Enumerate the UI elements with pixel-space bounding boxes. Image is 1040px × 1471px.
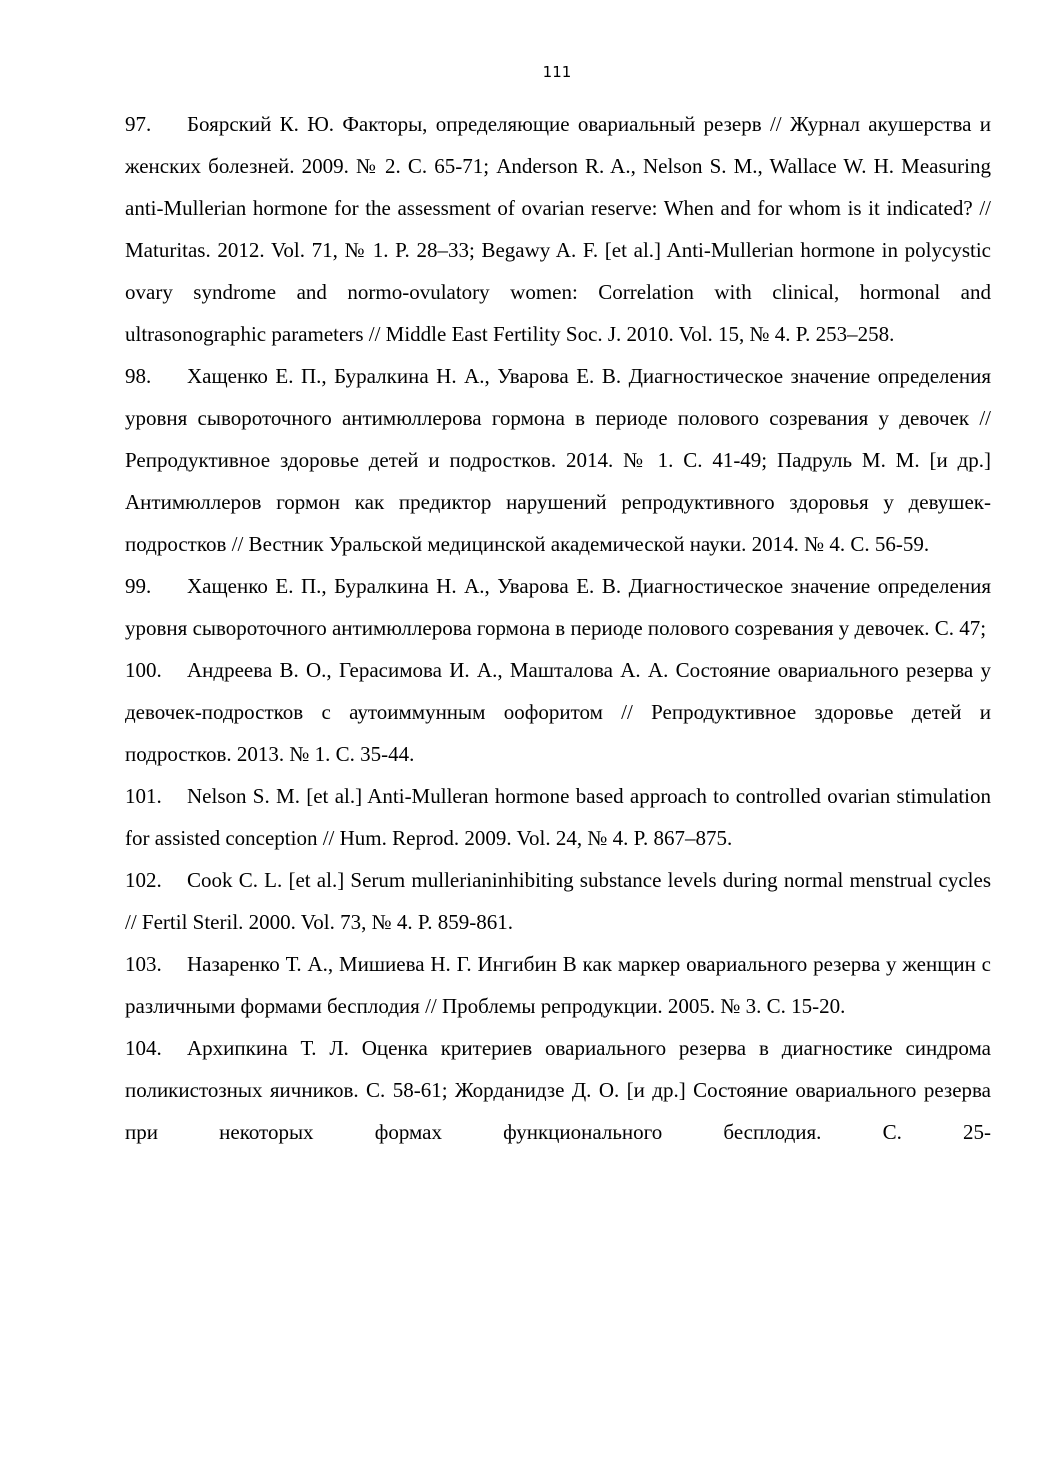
- reference-number: 99.: [125, 574, 152, 598]
- reference-item-103: [125, 943, 991, 1027]
- reference-text: Боярский К. Ю. Факторы, определяющие овариальный резерв // Журнал акушерства и женских болезней. 2009. № 2. С. 65-71; Anderson R. A., Nelson S. M., Wallace W. H. Measuring anti-Mullerian hormone for the assessment of ovarian reserve: When and for whom is it indicated? // Maturitas. 2012. Vol. 71, № 1. P. 28–33; Begawy A. F. [et al.] Anti-Mullerian hormone in polycystic ovary syndrome and normo-ovulatory women: Correlation with clinical, hormonal and ultrasonographic parameters // Middle East Fertility Soc. J. 2010. Vol. 15, № 4. P. 253–258.: [125, 112, 991, 346]
- reference-text: Cook C. L. [et al.] Serum mullerianinhibiting substance levels during normal menstrual cycles // Fertil Steril. 2000. Vol. 73, № 4. P. 859-861.: [125, 868, 991, 934]
- reference-number: 101.: [125, 784, 162, 808]
- reference-number: 100.: [125, 658, 162, 682]
- reference-item-98: [125, 355, 991, 565]
- reference-item-101: [125, 775, 991, 859]
- reference-text: Андреева В. О., Герасимова И. А., Машталова А. А. Состояние овариального резерва у девочек-подростков с аутоиммунным оофоритом // Репродуктивное здоровье детей и подростков. 2013. № 1. С. 35-44.: [125, 658, 991, 766]
- reference-list: [125, 103, 991, 1153]
- page-number: 111: [542, 63, 572, 81]
- reference-item-102: [125, 859, 991, 943]
- reference-item-100: [125, 649, 991, 775]
- reference-number: 102.: [125, 868, 162, 892]
- reference-item-99: [125, 565, 991, 649]
- reference-text: Назаренко Т. А., Мишиева Н. Г. Ингибин В как маркер овариального резерва у женщин с различными формами бесплодия // Проблемы репродукции. 2005. № 3. С. 15-20.: [125, 952, 991, 1018]
- reference-number: 98.: [125, 364, 152, 388]
- reference-text: Хащенко Е. П., Буралкина Н. А., Уварова Е. В. Диагностическое значение определения уровня сывороточного антимюллерова гормона в периоде полового созревания у девочек. С. 47;: [125, 574, 991, 640]
- reference-number: 104.: [125, 1036, 162, 1060]
- reference-number: 97.: [125, 112, 152, 136]
- reference-text: Nelson S. M. [et al.] Anti-Mulleran hormone based approach to controlled ovarian stimulation for assisted conception // Hum. Reprod. 2009. Vol. 24, № 4. P. 867–875.: [125, 784, 991, 850]
- reference-text: Хащенко Е. П., Буралкина Н. А., Уварова Е. В. Диагностическое значение определения уровня сывороточного антимюллерова гормона в периоде полового созревания у девочек // Репродуктивное здоровье детей и подростков. 2014. № 1. С. 41-49; Падруль М. М. [и др.] Антимюллеров гормон как предиктор нарушений репродуктивного здоровья у девушек-подростков // Вестник Уральской медицинской академической науки. 2014. № 4. С. 56-59.: [125, 364, 991, 556]
- reference-number: 103.: [125, 952, 162, 976]
- reference-text: Архипкина Т. Л. Оценка критериев овариального резерва в диагностике синдрома поликистозных яичников. С. 58-61; Жорданидзе Д. О. [и др.] Состояние овариального резерва при некоторых формах функционального бесплодия. С. 25-: [125, 1036, 991, 1144]
- reference-item-104: [125, 1027, 991, 1153]
- reference-item-97: [125, 103, 991, 355]
